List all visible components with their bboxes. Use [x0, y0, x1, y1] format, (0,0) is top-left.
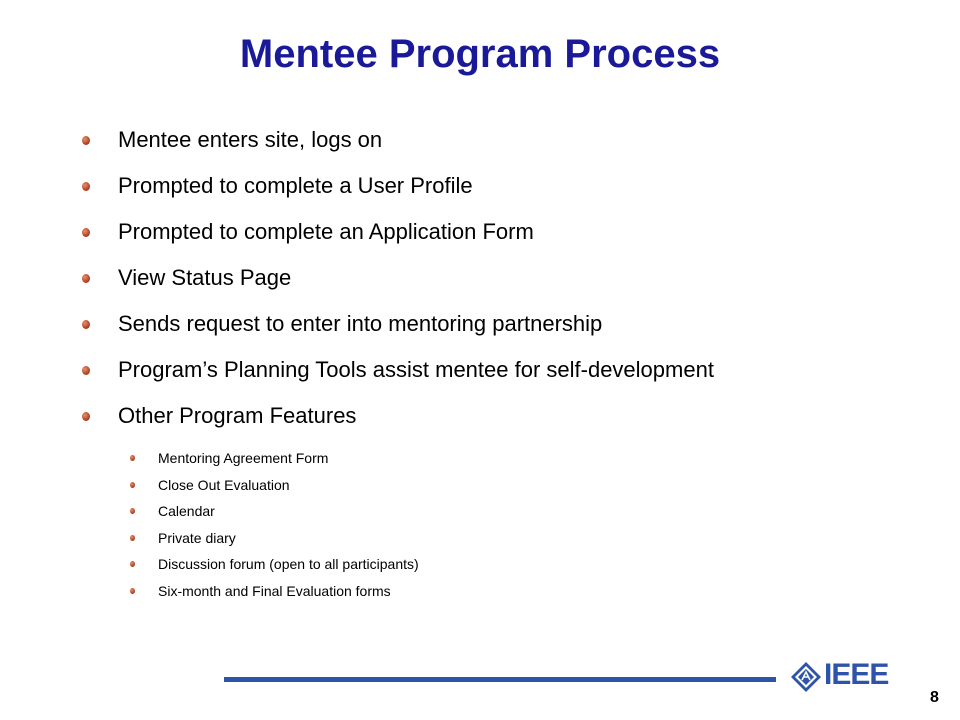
- bullet-dot-icon: [130, 561, 135, 567]
- bullet-dot-icon: [130, 455, 135, 461]
- slide-title: Mentee Program Process: [239, 32, 721, 76]
- sub-bullet-text: Calendar: [158, 503, 215, 519]
- bullet-dot-icon: [82, 366, 90, 375]
- sub-bullet-text: Private diary: [158, 529, 236, 546]
- bullet-dot-icon: [82, 412, 90, 421]
- ieee-logo: [790, 657, 902, 697]
- bullet-text: Mentee enters site, logs on: [118, 127, 383, 152]
- bullet-text: Sends request to enter into mentoring partnership: [118, 311, 603, 336]
- sub-bullet-text: Six-month and Final Evaluation forms: [158, 582, 391, 599]
- sub-list-item: [130, 446, 419, 473]
- bullet-dot-icon: [82, 274, 90, 283]
- bullet-text: Prompted to complete an Application Form: [118, 219, 534, 244]
- bullet-dot-icon: [82, 182, 90, 191]
- bullet-text: Other Program Features: [118, 403, 357, 428]
- list-item: [82, 124, 714, 170]
- bullet-dot-icon: [130, 588, 135, 594]
- list-item: [82, 400, 714, 446]
- bullet-dot-icon: [130, 508, 135, 514]
- sub-bullet-text: Mentoring Agreement Form: [158, 450, 329, 466]
- sub-list-item: [130, 526, 419, 553]
- sub-list-item: [130, 579, 419, 606]
- ieee-diamond-icon: [790, 661, 822, 693]
- list-item: [82, 262, 714, 308]
- bullet-dot-icon: [82, 320, 90, 329]
- bullet-dot-icon: [82, 136, 90, 145]
- list-item: [82, 354, 714, 400]
- bullet-dot-icon: [130, 535, 135, 541]
- list-item: [82, 216, 714, 262]
- sub-bullet-text: Discussion forum (open to all participants): [158, 556, 419, 572]
- main-bullet-list: [82, 124, 714, 446]
- bullet-dot-icon: [82, 228, 90, 237]
- sub-list-item: [130, 473, 419, 500]
- bullet-dot-icon: [130, 482, 135, 488]
- footer-divider: [224, 677, 776, 682]
- sub-list-item: [130, 499, 419, 526]
- bullet-text: Prompted to complete a User Profile: [118, 173, 473, 198]
- list-item: [82, 170, 714, 216]
- page-number: 8: [930, 689, 939, 706]
- sub-bullet-text: Close Out Evaluation: [158, 476, 290, 493]
- bullet-text: Program’s Planning Tools assist mentee for self-development: [118, 357, 714, 382]
- bullet-text: View Status Page: [118, 265, 292, 290]
- sub-list-item: [130, 552, 419, 579]
- ieee-logo-text: IEEE: [824, 658, 889, 691]
- list-item: [82, 308, 714, 354]
- sub-bullet-list: [130, 446, 419, 605]
